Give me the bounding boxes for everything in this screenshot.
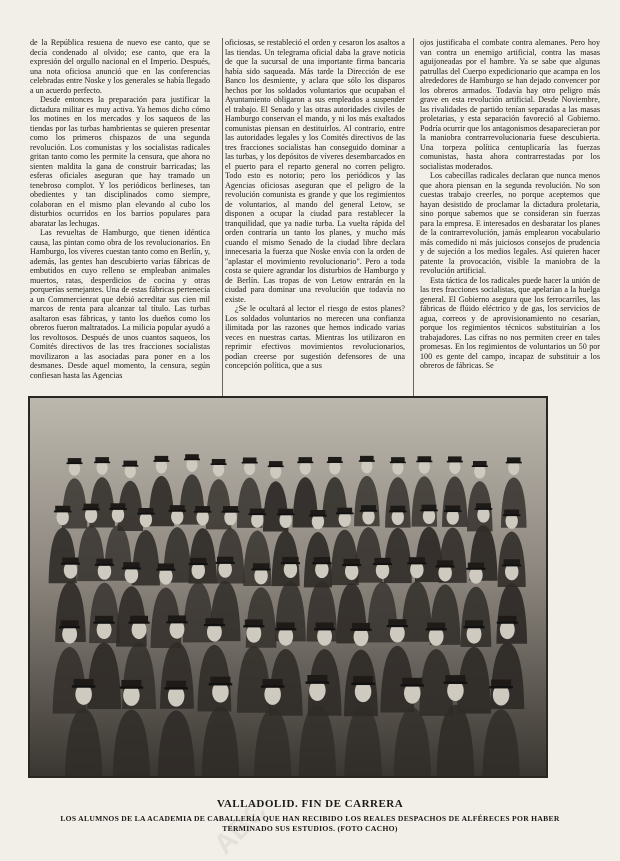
article-paragraph: Los cabecillas radicales declaran que nunca menos que ahora piensan en la segunda revolución. No son cuestas trabajo creerles, no porque aceptemos que hayan desistido de proclamar la dictadura proletaria, sino porque sabemos que se consideran sin fuerzas para la empresa. E interesados en desbaratar los planes de la contrarrevolución, jamás emplearon vocabulario más comedido ni más juiciosos consejos de prudencia y de sujeción a los medios legales. Así quieren hacer patente la provocación, visible la maniobra de la revolución artificial.: [420, 171, 600, 275]
article-columns: [30, 38, 600, 433]
article-paragraph: ojos justificaba el combate contra alemanes. Pero hoy van contra un enemigo artificial, contra las masas aguijoneadas por el hambre. Ya se sabe que algunas patrullas del Cuerpo expedicionario que acampa en los alrededores de Hamburgo se han dejado convencer por los obreros armados. Todavía hay otro peligro más grave en esta revolución artificial. Desde Noviembre, las rivalidades de partido tenían separadas a las masas proletarias, y esta separación favoreció al Gobierno. Podría ocurrir que los antagonismos desaparecieran por la maniobra contrarrevolucionaria fuese descubierta. Una torpeza política centuplicaría las fuerzas comunistas, hasta ahora contrarrestadas por los socialistas moderados.: [420, 38, 600, 171]
article-column-2: [225, 38, 405, 433]
article-paragraph: Esta táctica de los radicales puede hacer la unión de las tres fracciones socialistas, que apelarían a la huelga general. El Gobierno asegura que los ferrocarriles, las fábricas de flúido eléctrico y de gas, los servicios de agua, correos y de aprovisionamiento no cesarían, porque los regimientos técnicos substituirían a los trabajadores. Las cifras no nos permiten creer en tales promesas. En los regimientos de voluntarios un 50 por 100 es gente del campo, incapaz de substituir a los obreros de fábricas. Se: [420, 275, 600, 370]
article-paragraph: Desde entonces la preparación para justificar la dictadura militar es muy activa. Ya hemos dicho cómo los motines en los mercados y los saqueos de las tiendas por las turbas hambrientas se quieren presentar como los primeros chispazos de una segunda revolución. Los comunistas y los socialistas radicales gritan tanto como les permite la censura, que ahora no sienten maldita la gana de construir barricadas; las esferas oficiales aseguran que hay tramado un tenebroso complot. Y los periódicos berlineses, tan obedientes y tan disciplinados como siempre, colaboran en el mismo plan elevando al cubo los disturbios ocurridos en los barrios populares para abaratar las lechugas.: [30, 95, 210, 228]
watermark-text: ABC: [207, 795, 273, 861]
article-column-1: [30, 38, 210, 433]
article-paragraph: de la República resuena de nuevo ese canto, que se decía condenado al olvido; ese canto, que era la expresión del orgullo nacional en el Imperio. Después, una nota oficiosa anunció que en las conferencias celebradas entre Noske y los generales se había llegado a un acuerdo perfecto.: [30, 38, 210, 95]
article-paragraph: oficiosas, se restableció el orden y cesaron los asaltos a las tiendas. Un telegrama oficial daba la grave noticia de que la sucursal de una importante firma bancaria había sido saqueada. Más tarde la Dirección de ese Banco los desmiente, y aclara que sólo los disparos hechos por los soldados voluntarios que ocupaban el Ayuntamiento obligaron a sus empleados a suspender el trabajo. El Senado y las otras autoridades civiles de Hamburgo conservan el mando, y ni los más exaltados comunistas piensan en destituirlos. Al contrario, entre las autoridades legales y los Comités directivos de las tres fracciones socialistas han conseguido dominar a las turbas, y los depósitos de víveres desembarcados en el puerto para el reparto general no corren peligro. Todo esto es notorio; pero los periódicos y las Agencias oficiosas aseguran que el peligro de la revolución comunista es grande y que los regimientos de voluntarios, al mando del general Letow, se disponen a ocupar la ciudad para restablecer la tranquilidad, que ya nadie turba. La vuelta rápida del orden contraría un tanto los planes, y mucho más cuando el mismo Senado de la ciudad libre declara innecesaria la fuerza que Noske envía con la orden de "aplastar el movimiento revolucionario". Pero a toda costa se quiere agrandar los disturbios de Hamburgo y de Berlín. Las tropas de von Letow entrarán en la ciudad para dominar una revolución que todavía no existe.: [225, 38, 405, 304]
photo-caption-text: LOS ALUMNOS DE LA ACADEMIA DE CABALLERÍA QUE HAN RECIBIDO LOS REALES DESPACHOS DE ALFÉRECES POR HABER TERMINADO SUS ESTUDIOS. (FOTO CACHO): [60, 814, 560, 833]
group-photograph: [28, 396, 548, 778]
article-column-3: [420, 38, 600, 433]
article-paragraph: Las revueltas de Hamburgo, que tienen idéntica causa, las pintan como obra de los revolucionarios. En Hamburgo, los víveres cuestan tanto como en Berlín, y, además, las gentes han descubierto varias fábricas de embutidos en cuyo relleno se empleaban animales muertos, ratas, desperdicios de cocina y otras porquerías semejantes. Una de estas fábricas pertenecía a un Commercienrat que debió acreditar sus cien mil marcos de renta para alcanzar tal título. Las turbas asaltaron esas fábricas, y tanto los dueños como los obreros fueron maltratados. La milicia popular ayudó a los revoltosos. Después de unos cuantos saqueos, los Comités directivos de las tres fracciones socialistas movilizaron a las asociadas para poner en a los desmanes. Desde aquel momento, la censura, según confiesan hasta las Agencias: [30, 228, 210, 380]
photo-image: [30, 398, 546, 776]
column-divider: [222, 38, 223, 433]
column-divider: [413, 38, 414, 433]
photo-caption-title: VALLADOLID. FIN DE CARRERA: [216, 798, 404, 810]
article-paragraph: ¿Se le ocultará al lector el riesgo de estos planes? Los soldados voluntarios no merecen una confianza ilimitada por las razones que hemos indicado varias veces en nuestras cartas. Mientras los utilizaron en reprimir efectivos movimientos revolucionarios, podían creerse por sugestión defensores de una concepción política, que a sus: [225, 304, 405, 370]
